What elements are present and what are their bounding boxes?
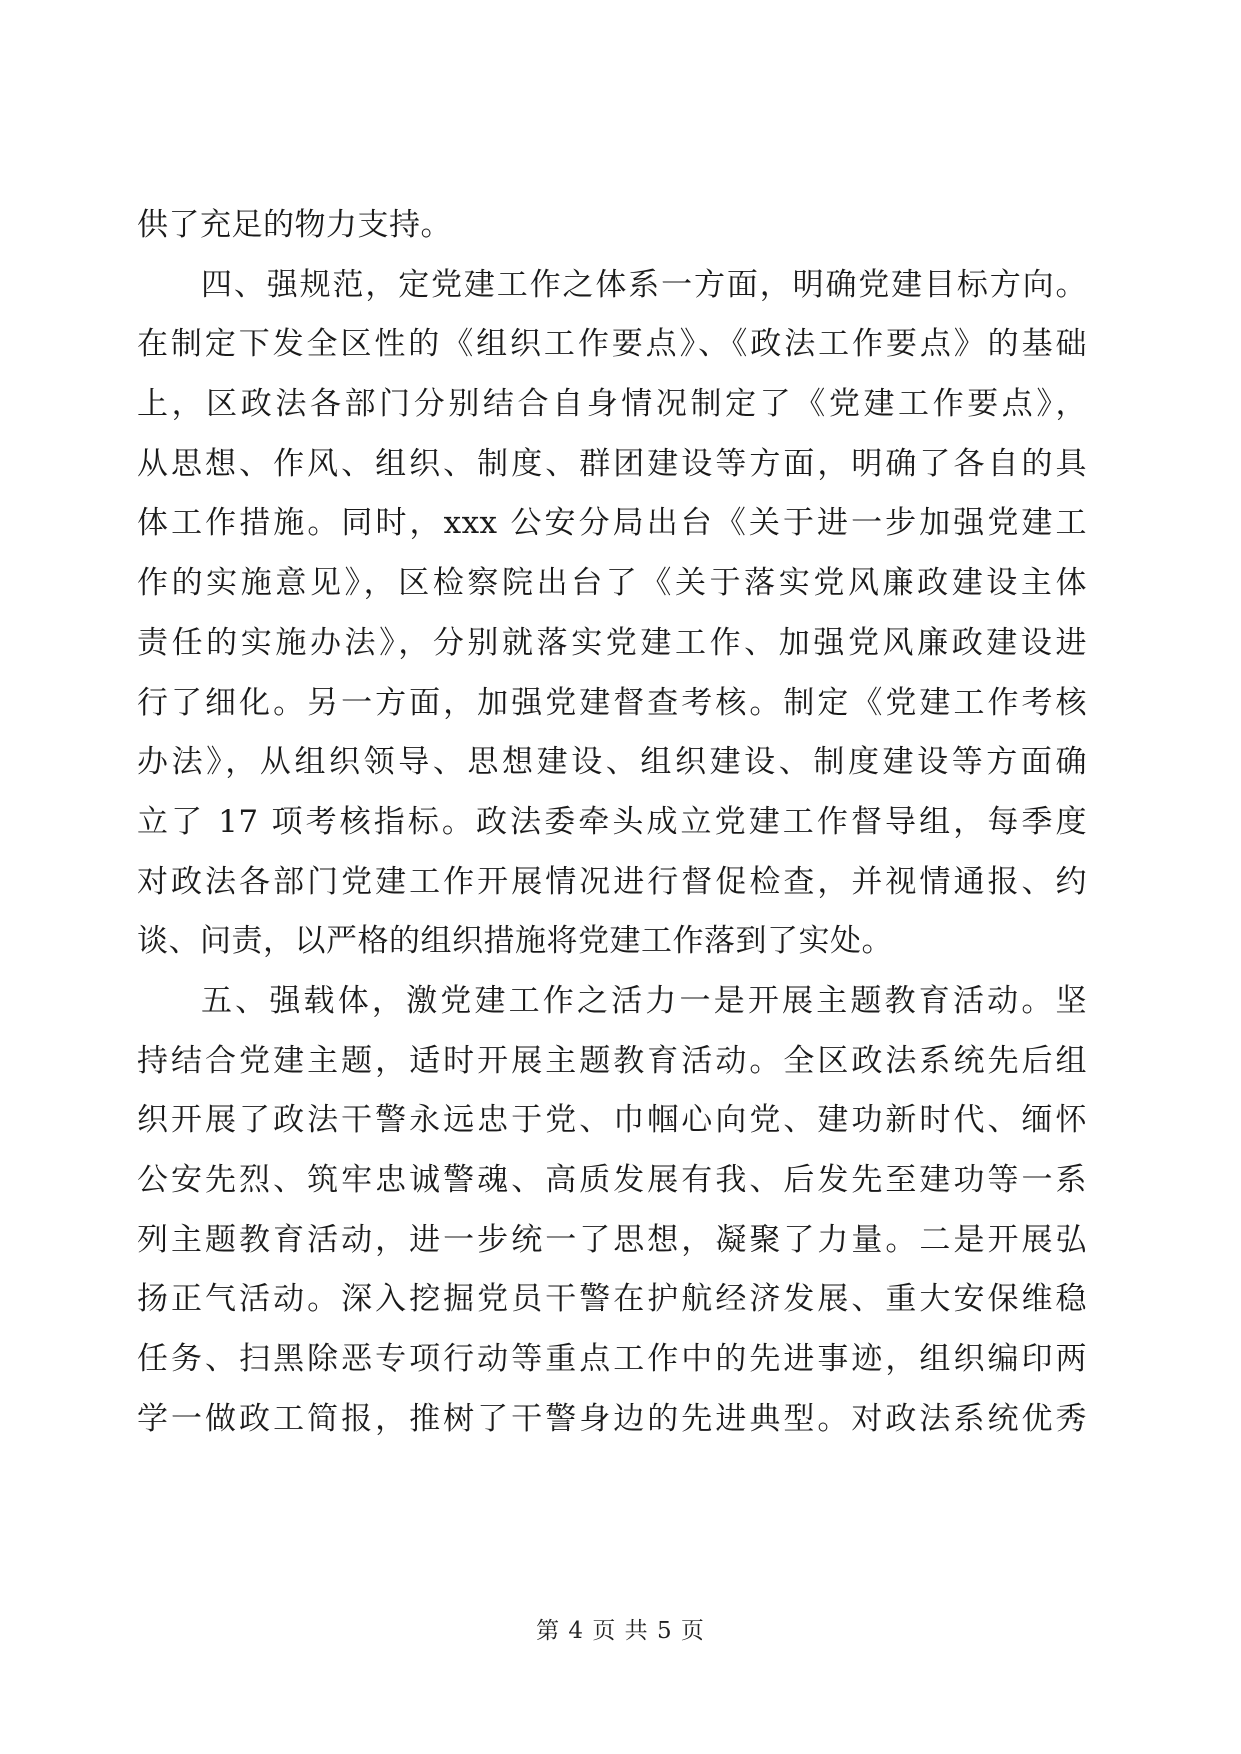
text-line: 办法》，从组织领导、思想建设、组织建设、制度建设等方面确 [137, 744, 1087, 781]
text-line: 学一做政工简报，推树了干警身边的先进典型。对政法系统优秀 [137, 1400, 1087, 1437]
text-line: 行了细化。另一方面，加强党建督查考核。制定《党建工作考核 [137, 684, 1087, 721]
text-line: 在制定下发全区性的《组织工作要点》、《政法工作要点》的基础 [137, 326, 1087, 363]
text-line: 公安先烈、筑牢忠诚警魂、高质发展有我、后发先至建功等一系 [137, 1162, 1087, 1198]
text-line: 持结合党建主题，适时开展主题教育活动。全区政法系统先后组 [137, 1042, 1087, 1079]
text-line: 责任的实施办法》，分别就落实党建工作、加强党风廉政建设进 [137, 624, 1087, 661]
text-line: 五、强载体，激党建工作之活力一是开展主题教育活动。坚 [201, 982, 1087, 1019]
text-line: 四、强规范，定党建工作之体系一方面，明确党建目标方向。 [201, 266, 1087, 303]
text-line: 扬正气活动。深入挖掘党员干警在护航经济发展、重大安保维稳 [137, 1281, 1087, 1318]
text-line: 任务、扫黑除恶专项行动等重点工作中的先进事迹，组织编印两 [137, 1341, 1087, 1378]
text-line: 对政法各部门党建工作开展情况进行督促检查，并视情通报、约 [137, 863, 1087, 900]
text-line: 作的实施意见》，区检察院出台了《关于落实党风廉政建设主体 [137, 565, 1087, 602]
text-line: 谈、问责，以严格的组织措施将党建工作落到了实处。 [137, 923, 893, 960]
text-line: 织开展了政法干警永远忠于党、巾帼心向党、建功新时代、缅怀 [137, 1102, 1087, 1139]
text-line: 从思想、作风、组织、制度、群团建设等方面，明确了各自的具 [137, 445, 1087, 482]
text-line: 上，区政法各部门分别结合自身情况制定了《党建工作要点》， [137, 386, 1087, 423]
text-line: 立了 17 项考核指标。政法委牵头成立党建工作督导组，每季度 [137, 803, 1087, 840]
body-text [137, 196, 1087, 1449]
text-line: 列主题教育活动，进一步统一了思想，凝聚了力量。二是开展弘 [137, 1221, 1087, 1258]
text-line: 供了充足的物力支持。 [137, 207, 452, 243]
text-line: 体工作措施。同时，xxx 公安分局出台《关于进一步加强党建工 [137, 505, 1087, 542]
page-number-footer: 第 4 页 共 5 页 [536, 1618, 705, 1644]
